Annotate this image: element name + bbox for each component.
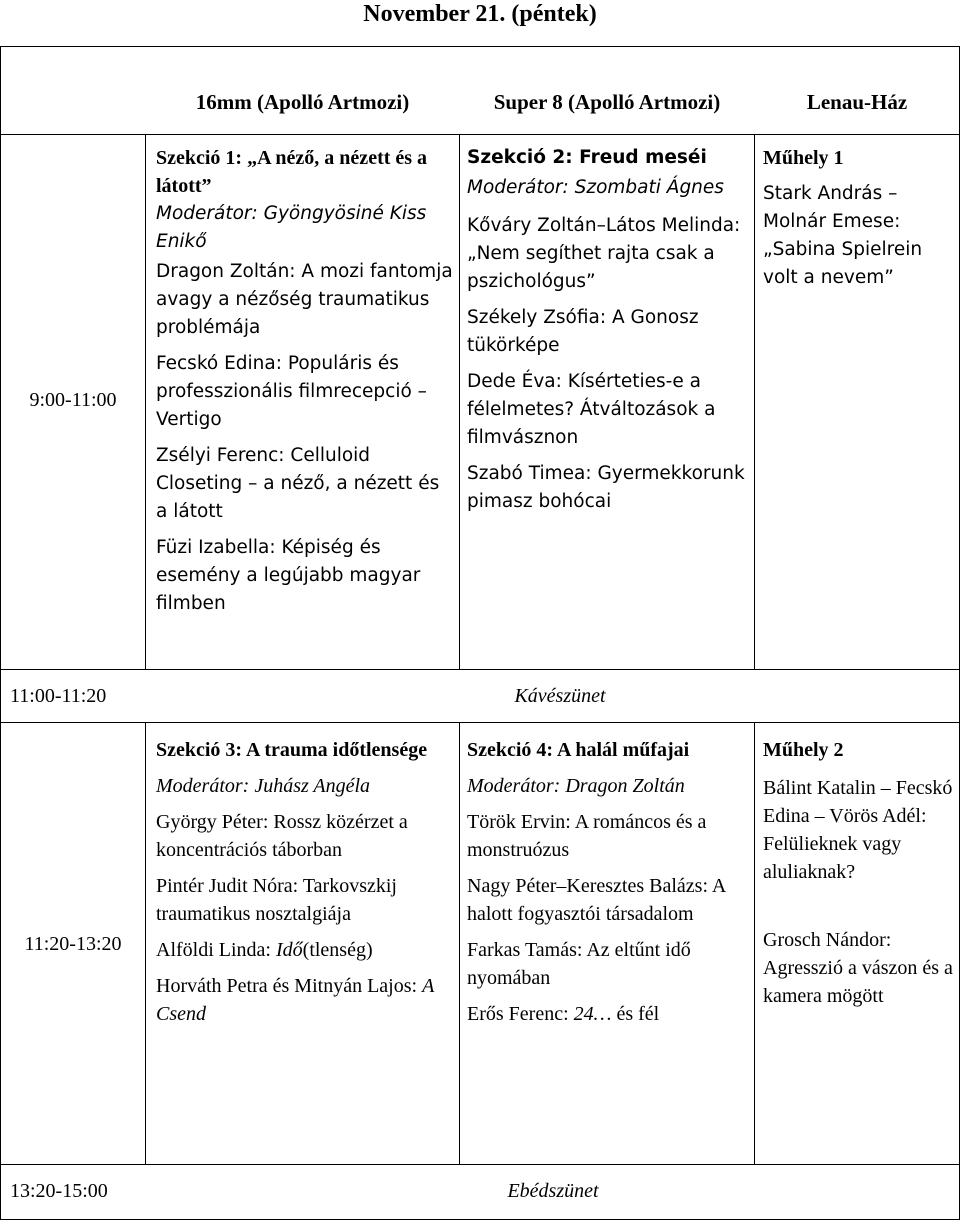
session-1-moderator: Moderátor: Gyöngyösiné Kiss Enikő [156,203,427,252]
session-2-title: Szekció 2: Freud meséi [467,147,707,168]
talk-title-italic: 24… [573,1003,612,1025]
workshop-1-talk: „Sabina Spielrein volt a nevem” [763,239,923,288]
talk: Dragon Zoltán: A mozi fantomja avagy a nézőség traumatikus problémája [156,261,453,338]
talk-author: Alföldi Linda: [156,939,276,961]
session-1-title: Szekció 1: „A néző, a nézett és a látott” [156,147,428,197]
workshop-2 [763,736,953,1010]
grid-line [145,134,146,670]
talk: Farkas Tamás: Az eltűnt idő nyomában [467,939,691,989]
talk-author: Horváth Petra és Mitnyán Lajos: [156,975,423,997]
talk: Füzi Izabella: Képiség és esemény a legújabb magyar filmben [156,537,421,614]
time-slot-2: 11:20-13:20 [24,933,122,955]
workshop-1 [763,144,955,292]
session-1 [156,144,456,618]
header-col1: 16mm (Apolló Artmozi) [195,90,410,114]
session-4-moderator: Moderátor: Dragon Zoltán [467,775,685,797]
talk: Pintér Judit Nóra: Tarkovszkij traumatikus nosztalgiája [156,875,397,925]
session-3 [156,736,456,1028]
grid-line [754,134,755,670]
talk: Szabó Timea: Gyermekkorunk pimasz bohócai [467,463,745,512]
break-2-label: Ebédszünet [507,1180,599,1202]
grid-line [0,669,960,670]
workshop-2-talk: Grosch Nándor: Agresszió a vászon és a kamera mögött [763,929,953,1007]
grid-line [0,134,960,135]
workshop-1-title: Műhely 1 [763,147,844,169]
grid-line [754,722,755,1165]
talk: György Péter: Rossz közérzet a koncentrációs táborban [156,811,408,861]
talk [156,972,456,1028]
talk-title-italic: Idő [275,939,303,961]
talk: Kőváry Zoltán–Látos Melinda: „Nem segíthet rajta csak a pszichológus” [467,215,741,292]
grid-line [459,134,460,670]
session-4-title: Szekció 4: A halál műfajai [467,739,690,761]
header-col2: Super 8 (Apolló Artmozi) [493,90,721,114]
talk-title-suffix: és fél [611,1003,660,1025]
talk [467,1000,752,1028]
grid-line [145,722,146,1165]
session-3-title: Szekció 3: A trauma időtlensége [156,739,428,761]
session-3-moderator: Moderátor: Juhász Angéla [156,775,371,797]
header-col3: Lenau-Ház [806,90,908,114]
session-2 [467,144,752,516]
grid-line [0,722,960,723]
grid-line [0,46,1,1220]
talk: Dede Éva: Kísérteties-e a félelmetes? Átváltozások a filmvásznon [467,371,716,448]
talk: Török Ervin: A románcos és a monstruózus [467,811,707,861]
talk: Székely Zsófia: A Gonosz tükörképe [467,307,699,356]
talk-author: Erős Ferenc: [467,1003,574,1025]
talk-title-italic: A Csend [156,975,434,1025]
talk: Fecskó Edina: Populáris és professzionális filmrecepció – Vertigo [156,353,427,430]
talk: Nagy Péter–Keresztes Balázs: A halott fogyasztói társadalom [467,875,726,925]
break-1-time: 11:00-11:20 [10,685,107,707]
workshop-2-talk: Bálint Katalin – Fecskó Edina – Vörös Adél: Felülieknek vagy aluliaknak? [763,777,953,883]
workshop-2-title: Műhely 2 [763,739,844,761]
talk [156,936,456,964]
break-2-time: 13:20-15:00 [10,1180,108,1202]
time-slot-1: 9:00-11:00 [29,389,117,411]
workshop-1-authors: Stark András – Molnár Emese: [763,183,901,232]
talk: Zsélyi Ferenc: Celluloid Closeting – a néző, a nézett és a látott [156,445,440,522]
page-title: November 21. (péntek) [363,1,597,27]
grid-line [459,722,460,1165]
session-4 [467,736,752,1028]
grid-line [0,1164,960,1165]
session-2-moderator: Moderátor: Szombati Ágnes [467,177,724,198]
talk-title-suffix: (tlenség) [302,939,373,961]
break-1-label: Kávészünet [514,685,606,707]
grid-line [0,46,960,47]
